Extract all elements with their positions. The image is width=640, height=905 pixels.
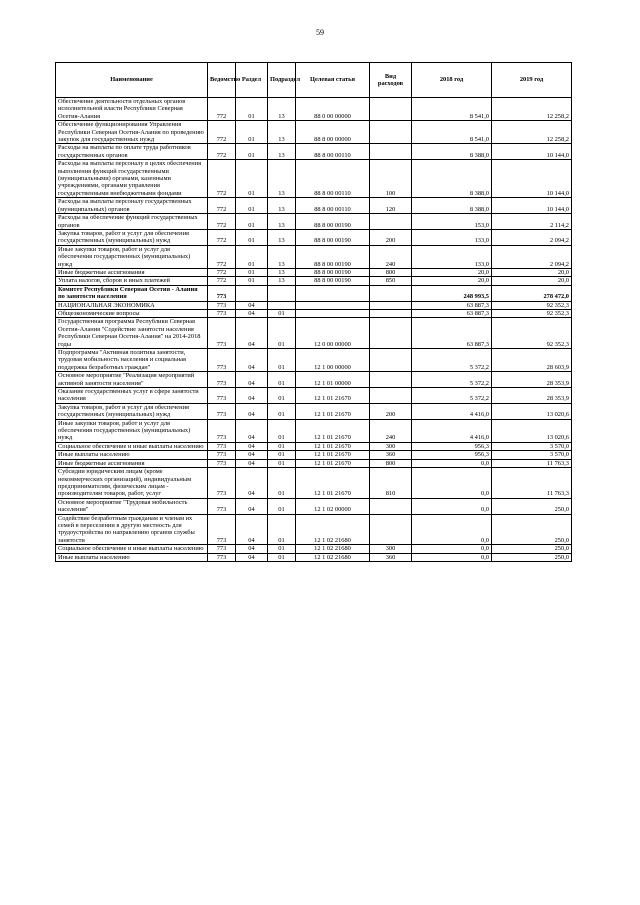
cell-subsection: 13	[268, 198, 296, 214]
cell-name: Иные выплаты населению	[56, 553, 208, 561]
cell-name: НАЦИОНАЛЬНАЯ ЭКОНОМИКА	[56, 301, 208, 309]
cell-expense-type: 200	[370, 229, 412, 245]
cell-2018: 63 887,3	[412, 301, 492, 309]
table-row	[56, 403, 572, 419]
table-row	[56, 545, 572, 553]
cell-section: 01	[236, 160, 268, 198]
cell-2018: 63 887,3	[412, 318, 492, 349]
cell-section: 04	[236, 349, 268, 372]
cell-dept: 772	[208, 229, 236, 245]
cell-section: 01	[236, 144, 268, 160]
cell-2018: 956,3	[412, 442, 492, 450]
cell-2018: 956,3	[412, 451, 492, 459]
cell-2018: 248 993,5	[412, 285, 492, 301]
cell-name: Социальное обеспечение и иные выплаты населению	[56, 442, 208, 450]
cell-subsection: 01	[268, 442, 296, 450]
table-row	[56, 349, 572, 372]
header-name: Наименование	[56, 63, 208, 98]
cell-section: 01	[236, 268, 268, 276]
cell-dept: 773	[208, 318, 236, 349]
cell-section: 04	[236, 419, 268, 442]
cell-2019: 13 020,6	[492, 403, 572, 419]
cell-2018: 0,0	[412, 545, 492, 553]
cell-dept: 773	[208, 514, 236, 545]
cell-2019: 250,0	[492, 498, 572, 514]
cell-2019: 92 352,3	[492, 318, 572, 349]
cell-2019: 20,0	[492, 268, 572, 276]
table-row	[56, 309, 572, 317]
cell-target	[296, 309, 370, 317]
cell-2019: 10 144,0	[492, 198, 572, 214]
table-row	[56, 514, 572, 545]
table-row	[56, 553, 572, 561]
cell-section: 01	[236, 245, 268, 268]
cell-target: 12 1 01 21670	[296, 403, 370, 419]
cell-name: Социальное обеспечение и иные выплаты населению	[56, 545, 208, 553]
cell-expense-type	[370, 214, 412, 230]
cell-expense-type	[370, 349, 412, 372]
table-row	[56, 268, 572, 276]
cell-dept: 772	[208, 121, 236, 144]
table-row	[56, 198, 572, 214]
table-row	[56, 277, 572, 285]
cell-2019: 11 763,3	[492, 459, 572, 467]
cell-subsection: 01	[268, 545, 296, 553]
cell-section: 04	[236, 403, 268, 419]
cell-dept: 772	[208, 245, 236, 268]
cell-section: 04	[236, 553, 268, 561]
table-row	[56, 160, 572, 198]
cell-name: Государственная программа Республики Северная Осетия-Алания "Содействие занятости населения Республики Северная Осетия-Алания" на 2014-2018 годы	[56, 318, 208, 349]
cell-name: Иные закупки товаров, работ и услуг для обеспечения государственных (муниципальных) нужд	[56, 419, 208, 442]
cell-name: Комитет Республики Северная Осетия - Алания по занятости населения	[56, 285, 208, 301]
cell-2019: 10 144,0	[492, 144, 572, 160]
cell-expense-type: 810	[370, 468, 412, 499]
cell-target: 12 1 01 21670	[296, 468, 370, 499]
cell-2019: 250,0	[492, 514, 572, 545]
cell-expense-type	[370, 121, 412, 144]
cell-expense-type	[370, 285, 412, 301]
cell-dept: 773	[208, 545, 236, 553]
cell-dept: 773	[208, 442, 236, 450]
cell-dept: 773	[208, 468, 236, 499]
cell-target: 12 1 01 21670	[296, 419, 370, 442]
cell-dept: 773	[208, 301, 236, 309]
cell-expense-type: 850	[370, 277, 412, 285]
cell-section: 04	[236, 442, 268, 450]
cell-subsection: 01	[268, 459, 296, 467]
cell-2019: 278 472,0	[492, 285, 572, 301]
cell-name: Расходы на выплаты по оплате труда работников государственных органов	[56, 144, 208, 160]
cell-section: 04	[236, 318, 268, 349]
cell-2019: 92 352,3	[492, 301, 572, 309]
cell-subsection: 13	[268, 245, 296, 268]
cell-target	[296, 301, 370, 309]
table-row	[56, 245, 572, 268]
cell-subsection: 01	[268, 403, 296, 419]
cell-target: 12 1 02 21680	[296, 545, 370, 553]
cell-name: Закупка товаров, работ и услуг для обеспечения государственных (муниципальных) нужд	[56, 229, 208, 245]
cell-2018: 8 388,0	[412, 160, 492, 198]
page-number: 59	[316, 28, 324, 37]
cell-name: Субсидии юридическим лицам (кроме некоммерческих организаций), индивидуальным предпринимателям, физическим лицам - производителям товаров, работ, услуг	[56, 468, 208, 499]
cell-2018: 8 388,0	[412, 144, 492, 160]
cell-section: 04	[236, 498, 268, 514]
cell-dept: 772	[208, 198, 236, 214]
cell-subsection	[268, 301, 296, 309]
cell-2019: 28 353,9	[492, 372, 572, 388]
cell-expense-type: 360	[370, 451, 412, 459]
cell-name: Расходы на выплаты персоналу государственных (муниципальных) органов	[56, 198, 208, 214]
cell-2019: 12 258,2	[492, 121, 572, 144]
cell-expense-type	[370, 301, 412, 309]
table-row	[56, 98, 572, 121]
cell-expense-type: 120	[370, 198, 412, 214]
header-dept: Ведомство	[208, 63, 236, 98]
cell-name: Иные бюджетные ассигнования	[56, 459, 208, 467]
cell-name: Содействие безработным гражданам и членам их семей в переселении в другую местность для трудоустройства по направлению органов службы занятости	[56, 514, 208, 545]
cell-target: 12 1 01 21670	[296, 388, 370, 404]
cell-subsection: 13	[268, 268, 296, 276]
cell-2018: 5 372,2	[412, 388, 492, 404]
cell-2018: 0,0	[412, 514, 492, 545]
cell-subsection	[268, 285, 296, 301]
table-row	[56, 388, 572, 404]
cell-2018: 8 541,0	[412, 98, 492, 121]
cell-expense-type: 300	[370, 442, 412, 450]
cell-dept: 773	[208, 459, 236, 467]
cell-subsection: 01	[268, 553, 296, 561]
cell-expense-type: 240	[370, 245, 412, 268]
cell-name: Обеспечение функционирования Управления Республики Северная Осетия-Алания по проведению закупок для государственных нужд	[56, 121, 208, 144]
cell-subsection: 01	[268, 451, 296, 459]
cell-2018: 20,0	[412, 277, 492, 285]
cell-target: 88 8 00 00190	[296, 277, 370, 285]
cell-name: Основное мероприятие "Трудовая мобильность населения"	[56, 498, 208, 514]
cell-expense-type	[370, 388, 412, 404]
cell-2019: 3 570,0	[492, 451, 572, 459]
header-2018: 2018 год	[412, 63, 492, 98]
cell-2018: 0,0	[412, 468, 492, 499]
table-row	[56, 442, 572, 450]
cell-subsection: 13	[268, 98, 296, 121]
header-2019: 2019 год	[492, 63, 572, 98]
cell-section: 04	[236, 451, 268, 459]
cell-target: 12 1 01 21670	[296, 459, 370, 467]
cell-2018: 133,0	[412, 245, 492, 268]
cell-subsection: 01	[268, 514, 296, 545]
cell-section: 01	[236, 98, 268, 121]
cell-2018: 0,0	[412, 459, 492, 467]
cell-expense-type: 800	[370, 459, 412, 467]
table-row	[56, 229, 572, 245]
cell-target: 88 8 00 00190	[296, 245, 370, 268]
cell-2019: 13 020,6	[492, 419, 572, 442]
cell-dept: 773	[208, 285, 236, 301]
table-row	[56, 372, 572, 388]
cell-subsection: 01	[268, 388, 296, 404]
cell-subsection: 01	[268, 468, 296, 499]
cell-target: 88 8 00 00110	[296, 198, 370, 214]
cell-name: Расходы на выплаты персоналу в целях обеспечения выполнения функций государственными (муниципальными) органами, казенными учреждениями, органами управления государственными внебюджетными фондами	[56, 160, 208, 198]
cell-target: 12 1 02 21680	[296, 514, 370, 545]
cell-2019: 92 352,3	[492, 309, 572, 317]
cell-subsection: 01	[268, 372, 296, 388]
cell-target: 12 1 02 21680	[296, 553, 370, 561]
cell-target: 88 8 00 00190	[296, 268, 370, 276]
cell-expense-type	[370, 309, 412, 317]
cell-expense-type: 800	[370, 268, 412, 276]
cell-target: 88 8 00 00110	[296, 144, 370, 160]
cell-target: 12 0 00 00000	[296, 318, 370, 349]
cell-subsection: 01	[268, 309, 296, 317]
cell-2019: 28 603,9	[492, 349, 572, 372]
cell-2018: 20,0	[412, 268, 492, 276]
cell-section	[236, 285, 268, 301]
cell-expense-type: 100	[370, 160, 412, 198]
cell-section: 04	[236, 372, 268, 388]
cell-dept: 772	[208, 144, 236, 160]
cell-section: 04	[236, 309, 268, 317]
cell-dept: 772	[208, 160, 236, 198]
cell-2019: 10 144,0	[492, 160, 572, 198]
header-section: Раздел	[236, 63, 268, 98]
cell-target: 88 8 00 00000	[296, 121, 370, 144]
cell-2018: 8 388,0	[412, 198, 492, 214]
header-subsection: Подраздел	[268, 63, 296, 98]
cell-name: Подпрограмма "Активная политика занятости, трудовая мобильность населения и социальная поддержка безработных граждан"	[56, 349, 208, 372]
cell-name: Общеэкономические вопросы	[56, 309, 208, 317]
cell-dept: 773	[208, 309, 236, 317]
cell-dept: 773	[208, 372, 236, 388]
header-target: Целевая статья	[296, 63, 370, 98]
cell-section: 04	[236, 301, 268, 309]
cell-section: 01	[236, 214, 268, 230]
cell-expense-type: 300	[370, 545, 412, 553]
cell-target	[296, 285, 370, 301]
cell-2018: 5 372,2	[412, 372, 492, 388]
cell-name: Иные выплаты населению	[56, 451, 208, 459]
cell-target: 12 1 02 00000	[296, 498, 370, 514]
cell-2019: 28 353,9	[492, 388, 572, 404]
cell-subsection: 13	[268, 121, 296, 144]
cell-section: 04	[236, 459, 268, 467]
cell-target: 88 8 00 00190	[296, 229, 370, 245]
table-row	[56, 419, 572, 442]
cell-target: 12 1 01 21670	[296, 451, 370, 459]
cell-name: Оказание государственных услуг в сфере занятости населения	[56, 388, 208, 404]
budget-table	[55, 62, 572, 562]
cell-expense-type	[370, 144, 412, 160]
cell-2018: 133,0	[412, 229, 492, 245]
table-row	[56, 318, 572, 349]
cell-target: 88 8 00 00110	[296, 160, 370, 198]
cell-section: 04	[236, 388, 268, 404]
cell-2019: 12 258,2	[492, 98, 572, 121]
cell-section: 04	[236, 545, 268, 553]
cell-name: Иные бюджетные ассигнования	[56, 268, 208, 276]
cell-dept: 772	[208, 98, 236, 121]
cell-name: Обеспечение деятельности отдельных органов исполнительной власти Республики Северная Осетия-Алания	[56, 98, 208, 121]
cell-name: Основное мероприятие "Реализация мероприятий активной занятости населения"	[56, 372, 208, 388]
cell-2019: 2 094,2	[492, 245, 572, 268]
cell-subsection: 01	[268, 318, 296, 349]
cell-name: Расходы на обеспечение функций государственных органов	[56, 214, 208, 230]
cell-subsection: 01	[268, 349, 296, 372]
table-row	[56, 498, 572, 514]
cell-section: 01	[236, 229, 268, 245]
cell-dept: 773	[208, 451, 236, 459]
table-row	[56, 144, 572, 160]
cell-2018: 4 416,0	[412, 403, 492, 419]
cell-section: 01	[236, 198, 268, 214]
cell-2018: 0,0	[412, 498, 492, 514]
cell-target: 12 1 01 00000	[296, 372, 370, 388]
cell-expense-type	[370, 318, 412, 349]
cell-dept: 772	[208, 277, 236, 285]
cell-2018: 8 541,0	[412, 121, 492, 144]
table-body	[56, 98, 572, 562]
cell-expense-type	[370, 98, 412, 121]
cell-expense-type: 360	[370, 553, 412, 561]
cell-2019: 250,0	[492, 553, 572, 561]
cell-section: 04	[236, 514, 268, 545]
cell-target: 12 1 00 00000	[296, 349, 370, 372]
cell-subsection: 13	[268, 160, 296, 198]
cell-expense-type: 200	[370, 403, 412, 419]
table-row	[56, 459, 572, 467]
cell-2018: 63 887,3	[412, 309, 492, 317]
cell-expense-type	[370, 372, 412, 388]
cell-dept: 773	[208, 419, 236, 442]
cell-expense-type: 240	[370, 419, 412, 442]
cell-expense-type	[370, 498, 412, 514]
cell-dept: 773	[208, 403, 236, 419]
cell-subsection: 13	[268, 229, 296, 245]
cell-2019: 250,0	[492, 545, 572, 553]
table-row	[56, 121, 572, 144]
cell-name: Уплата налогов, сборов и иных платежей	[56, 277, 208, 285]
cell-dept: 773	[208, 498, 236, 514]
cell-dept: 772	[208, 214, 236, 230]
cell-subsection: 13	[268, 144, 296, 160]
cell-name: Закупка товаров, работ и услуг для обеспечения государственных (муниципальных) нужд	[56, 403, 208, 419]
cell-dept: 772	[208, 268, 236, 276]
cell-target: 12 1 01 21670	[296, 442, 370, 450]
cell-subsection: 13	[268, 214, 296, 230]
cell-section: 01	[236, 121, 268, 144]
table-row	[56, 301, 572, 309]
cell-subsection: 01	[268, 419, 296, 442]
table-header-row	[56, 63, 572, 98]
table-row	[56, 451, 572, 459]
cell-subsection: 13	[268, 277, 296, 285]
cell-2019: 2 094,2	[492, 229, 572, 245]
table-row	[56, 468, 572, 499]
cell-dept: 773	[208, 553, 236, 561]
table-row	[56, 285, 572, 301]
cell-dept: 773	[208, 388, 236, 404]
cell-2018: 153,0	[412, 214, 492, 230]
cell-2019: 20,0	[492, 277, 572, 285]
cell-2019: 3 570,0	[492, 442, 572, 450]
cell-dept: 773	[208, 349, 236, 372]
cell-2018: 5 372,2	[412, 349, 492, 372]
table-row	[56, 214, 572, 230]
header-expense-type: Вид расходов	[370, 63, 412, 98]
cell-name: Иные закупки товаров, работ и услуг для обеспечения государственных (муниципальных) нужд	[56, 245, 208, 268]
cell-subsection: 01	[268, 498, 296, 514]
cell-target: 88 8 00 00190	[296, 214, 370, 230]
cell-2019: 11 763,3	[492, 468, 572, 499]
cell-2018: 4 416,0	[412, 419, 492, 442]
cell-target: 88 0 00 00000	[296, 98, 370, 121]
cell-2018: 0,0	[412, 553, 492, 561]
cell-expense-type	[370, 514, 412, 545]
cell-section: 01	[236, 277, 268, 285]
cell-2019: 2 114,2	[492, 214, 572, 230]
cell-section: 04	[236, 468, 268, 499]
